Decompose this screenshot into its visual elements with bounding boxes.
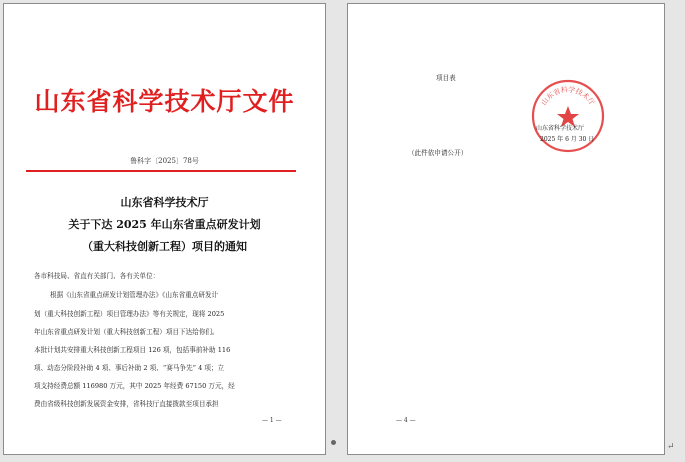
body-line: 根据《山东省重点研发计划管理办法》《山东省重点研发计 bbox=[50, 291, 219, 299]
paragraph-mark-icon: ↵ bbox=[667, 442, 675, 452]
disclosure-note: （此件依申请公开） bbox=[408, 149, 468, 157]
document-page-1 bbox=[3, 3, 326, 455]
signing-organization: 山东省科学技术厅 bbox=[536, 125, 585, 132]
document-page-2 bbox=[347, 3, 665, 455]
page-number: — 4 — bbox=[396, 417, 416, 424]
body-line: 项支持经费总额 116980 万元，其中 2025 年经费 67150 万元，经 bbox=[34, 382, 235, 390]
heading-line-1: 山东省科学技术厅 bbox=[120, 196, 209, 209]
body-line: 项、动态分阶段补助 4 项、事后补助 2 项、“赛马争先” 4 项；立 bbox=[34, 364, 225, 372]
body-line: 划（重大科技创新工程）项目管理办法》等有关规定，现将 2025 bbox=[34, 310, 225, 318]
body-line: 费由省级科技创新发展资金安排，省科技厅直接拨款至项目承担 bbox=[34, 400, 219, 408]
red-divider-line bbox=[26, 170, 296, 172]
attachment-label: 项目表 bbox=[436, 74, 456, 82]
body-line: 各市科技局、省直有关部门、各有关单位： bbox=[34, 272, 160, 280]
page-separator-dot bbox=[331, 440, 336, 445]
page-number: — 1 — bbox=[262, 417, 282, 424]
body-line: 年山东省重点研发计划（重大科技创新工程）项目下达给你们。 bbox=[34, 328, 219, 336]
heading-line-3: （重大科技创新工程）项目的通知 bbox=[82, 240, 247, 253]
document-number: 鲁科字〔2025〕78号 bbox=[130, 157, 199, 165]
seal-text: 山东省科学技术厅 bbox=[539, 85, 597, 107]
document-header: 山东省科学技术厅文件 bbox=[34, 87, 295, 116]
signing-date: 2025 年 6 月 30 日 bbox=[540, 136, 595, 143]
heading-line-2: 关于下达 2025 年山东省重点研发计划 bbox=[68, 218, 261, 231]
body-line: 本批计划共安排重大科技创新工程项目 126 项，包括事前补助 116 bbox=[34, 346, 231, 354]
